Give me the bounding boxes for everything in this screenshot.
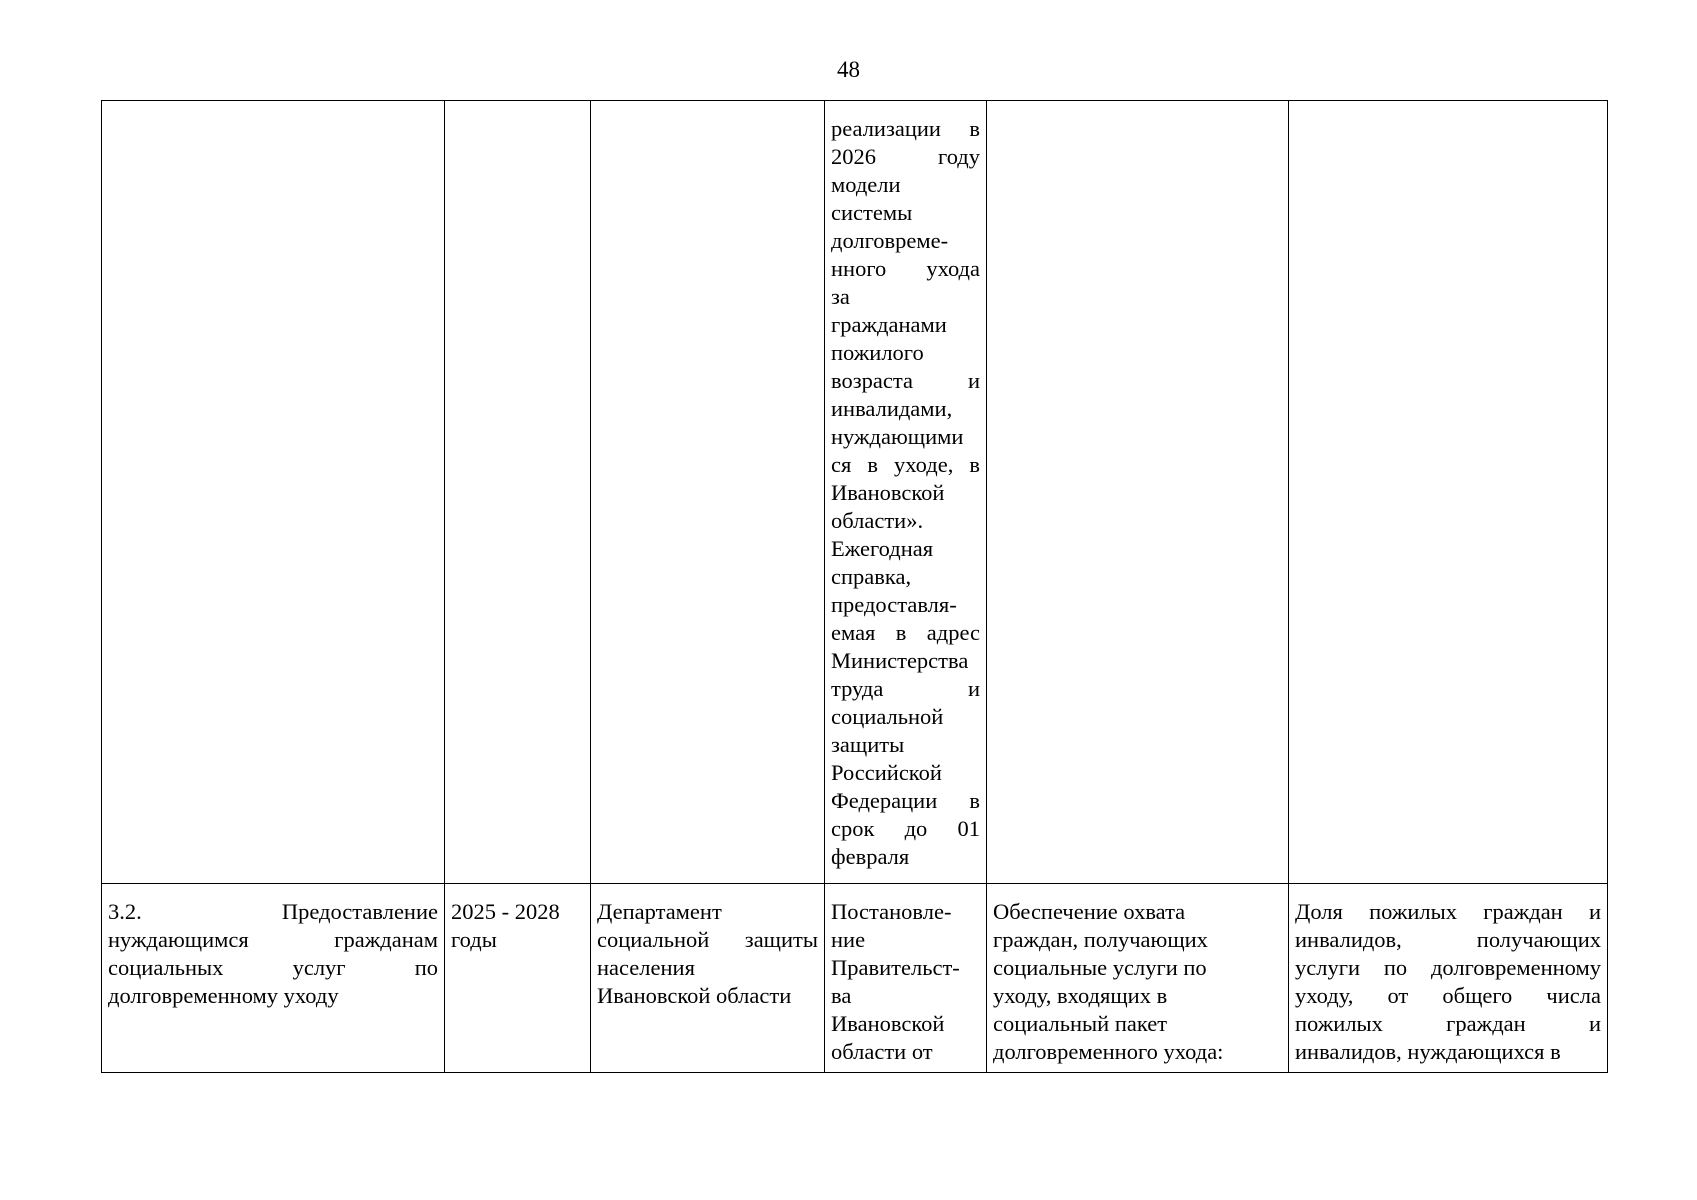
cell-responsible [591,101,825,884]
cell-text-line: предоставля- [831,592,957,617]
cell-text-line: услуги по долговременному [1295,955,1601,980]
cell-text-line: пожилых граждан и [1295,1011,1601,1036]
cell-text-line: февраля [831,844,910,869]
responsible-text [597,898,818,1010]
cell-text-line: уходу, входящих в [993,983,1168,1008]
cell-text-line: Ивановской области [597,983,792,1008]
cell-text-line: 2025 - 2028 [451,899,560,924]
cell-text-line: модели [831,172,901,197]
cell-text-line: гражданами [831,312,947,337]
cell-text-line: нуждающими [831,424,964,449]
cell-text-line: нного ухода [831,256,980,281]
cell-text-line: инвалидов, нуждающихся в [1295,1039,1561,1064]
cell-text-line: долговременному уходу [108,983,339,1008]
measures-table [101,100,1608,1073]
cell-text-line: труда и [831,676,980,701]
cell-text-line: социальный пакет [993,1011,1168,1036]
cell-text-line: инвалидами, [831,396,953,421]
result-text [993,898,1282,1066]
cell-text-line: Доля пожилых граждан и [1295,899,1601,924]
cell-text-line: социальной защиты [597,927,818,952]
cell-text-line: долговреме- [831,228,949,253]
cell-text-line: защиты [831,732,905,757]
cell-text-line: нуждающимся гражданам [108,927,438,952]
period-text [451,898,584,954]
cell-text-line: Ивановской [831,480,945,505]
table-row-3-2 [102,884,1608,1073]
cell-text-line: возраста и [831,368,980,393]
cell-text-line: социальные услуги по [993,955,1207,980]
cell-result [987,884,1289,1073]
cell-text-line: области». [831,508,924,533]
cell-text-line: области от [831,1039,933,1064]
cell-text-line: долговременного ухода: [993,1039,1224,1064]
cell-text-line: за [831,284,850,309]
cell-text-line: Ивановской [831,1011,945,1036]
cell-text-line: 3.2. Предоставление [108,899,438,924]
cell-responsible [591,884,825,1073]
cell-text-line: Федерации в [831,788,980,813]
cell-text-line: пожилого [831,340,924,365]
page-number: 48 [837,57,860,82]
cell-text-line: реализации в [831,116,980,141]
cell-text-line: Департамент [597,899,722,924]
cell-text-line: населения [597,955,695,980]
cell-result [987,101,1289,884]
cell-text-line: социальной [831,704,944,729]
cell-text-line: инвалидов, получающих [1295,927,1601,952]
cell-text-line: граждан, получающих [993,927,1208,952]
cell-text-line: Министерства [831,648,969,673]
cell-document [825,884,987,1073]
document-text [831,898,980,1066]
cell-text-line: Ежегодная [831,536,934,561]
cell-period [445,884,591,1073]
indicator-text [1295,898,1601,1066]
cell-period [445,101,591,884]
cell-text-line: Обеспечение охвата [993,899,1186,924]
cell-text-line: ва [831,983,852,1008]
cell-text-line: Правительст- [831,955,960,980]
cell-indicator [1289,101,1608,884]
cell-text-line: Российской [831,760,942,785]
cell-indicator [1289,884,1608,1073]
cell-text-line: ся в уходе, в [831,452,980,477]
cell-document [825,101,987,884]
cell-text-line: социальных услуг по [108,955,438,980]
cell-text-line: ние [831,927,866,952]
cell-measure-name [102,101,445,884]
measure-name-text [108,898,438,1010]
table-row-continuation [102,101,1608,884]
cell-text-line: Постановле- [831,899,952,924]
cell-text-line: системы [831,200,913,225]
cell-text-line: 2026 году [831,144,980,169]
cell-text-line: справка, [831,564,912,589]
cell-text-line: емая в адрес [831,620,980,645]
document-text [831,115,980,871]
cell-text-line: срок до 01 [831,816,980,841]
cell-text-line: годы [451,927,497,952]
cell-measure-name [102,884,445,1073]
cell-text-line: уходу, от общего числа [1295,983,1601,1008]
